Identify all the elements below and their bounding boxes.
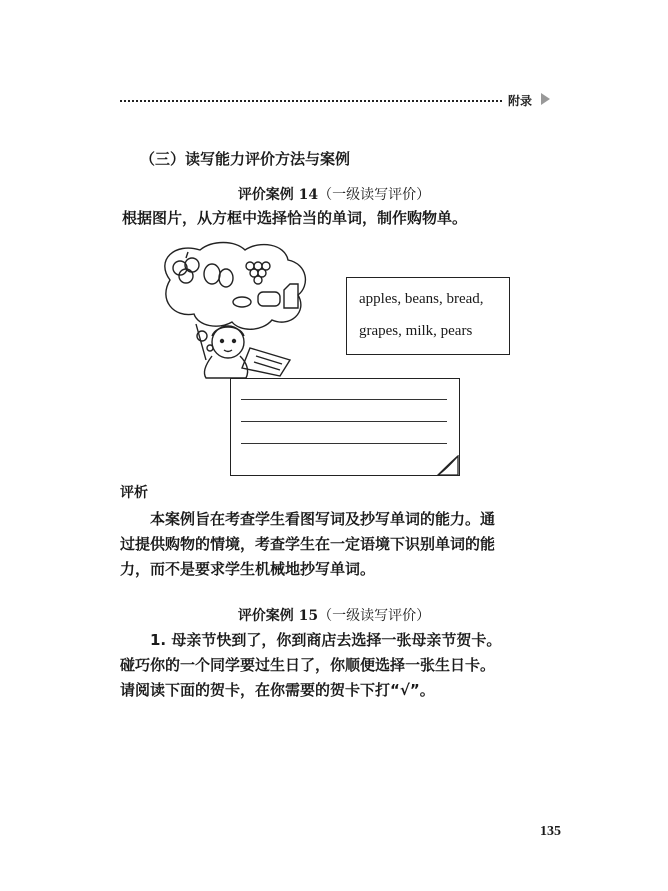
case14-title: 评价案例 14 [237,187,319,203]
page-curl-icon [434,455,460,477]
analysis-line: 力，而不是要求学生机械地抄写单词。 [120,560,376,578]
case15-level: （一级读写评价） [318,608,431,624]
case15-line: 1. 母亲节快到了，你到商店去选择一张母亲节贺卡。 [150,631,502,649]
write-line [241,443,447,444]
write-line [241,421,447,422]
analysis-line: 过提供购物的情境，考查学生在一定语境下识别单词的能 [120,535,496,553]
arrow-right-icon [541,93,550,105]
word-box-line: grapes, milk, pears [359,323,473,339]
case15-line: 请阅读下面的贺卡，在你需要的贺卡下打“√”。 [120,681,435,699]
case14-heading [0,184,668,204]
header-rule [120,100,502,102]
word-box [346,277,510,355]
case14-level: （一级读写评价） [318,187,431,203]
case15-line: 碰巧你的一个同学要过生日了，你顺便选择一张生日卡。 [120,656,496,674]
case15-heading [0,605,668,625]
shopping-list-note [230,378,460,476]
case15-title: 评价案例 15 [237,608,319,624]
running-header: 附录 [508,94,533,108]
analysis-label: 评析 [120,485,148,501]
analysis-line: 本案例旨在考查学生看图写词及抄写单词的能力。通 [150,510,496,528]
write-line [241,399,447,400]
shopping-girl-illustration [150,240,320,380]
case14-instruction: 根据图片，从方框中选择恰当的单词，制作购物单。 [122,209,468,227]
page-number: 135 [540,824,561,839]
word-box-line: apples, beans, bread, [359,291,484,307]
section-title: （三）读写能力评价方法与案例 [140,150,351,168]
